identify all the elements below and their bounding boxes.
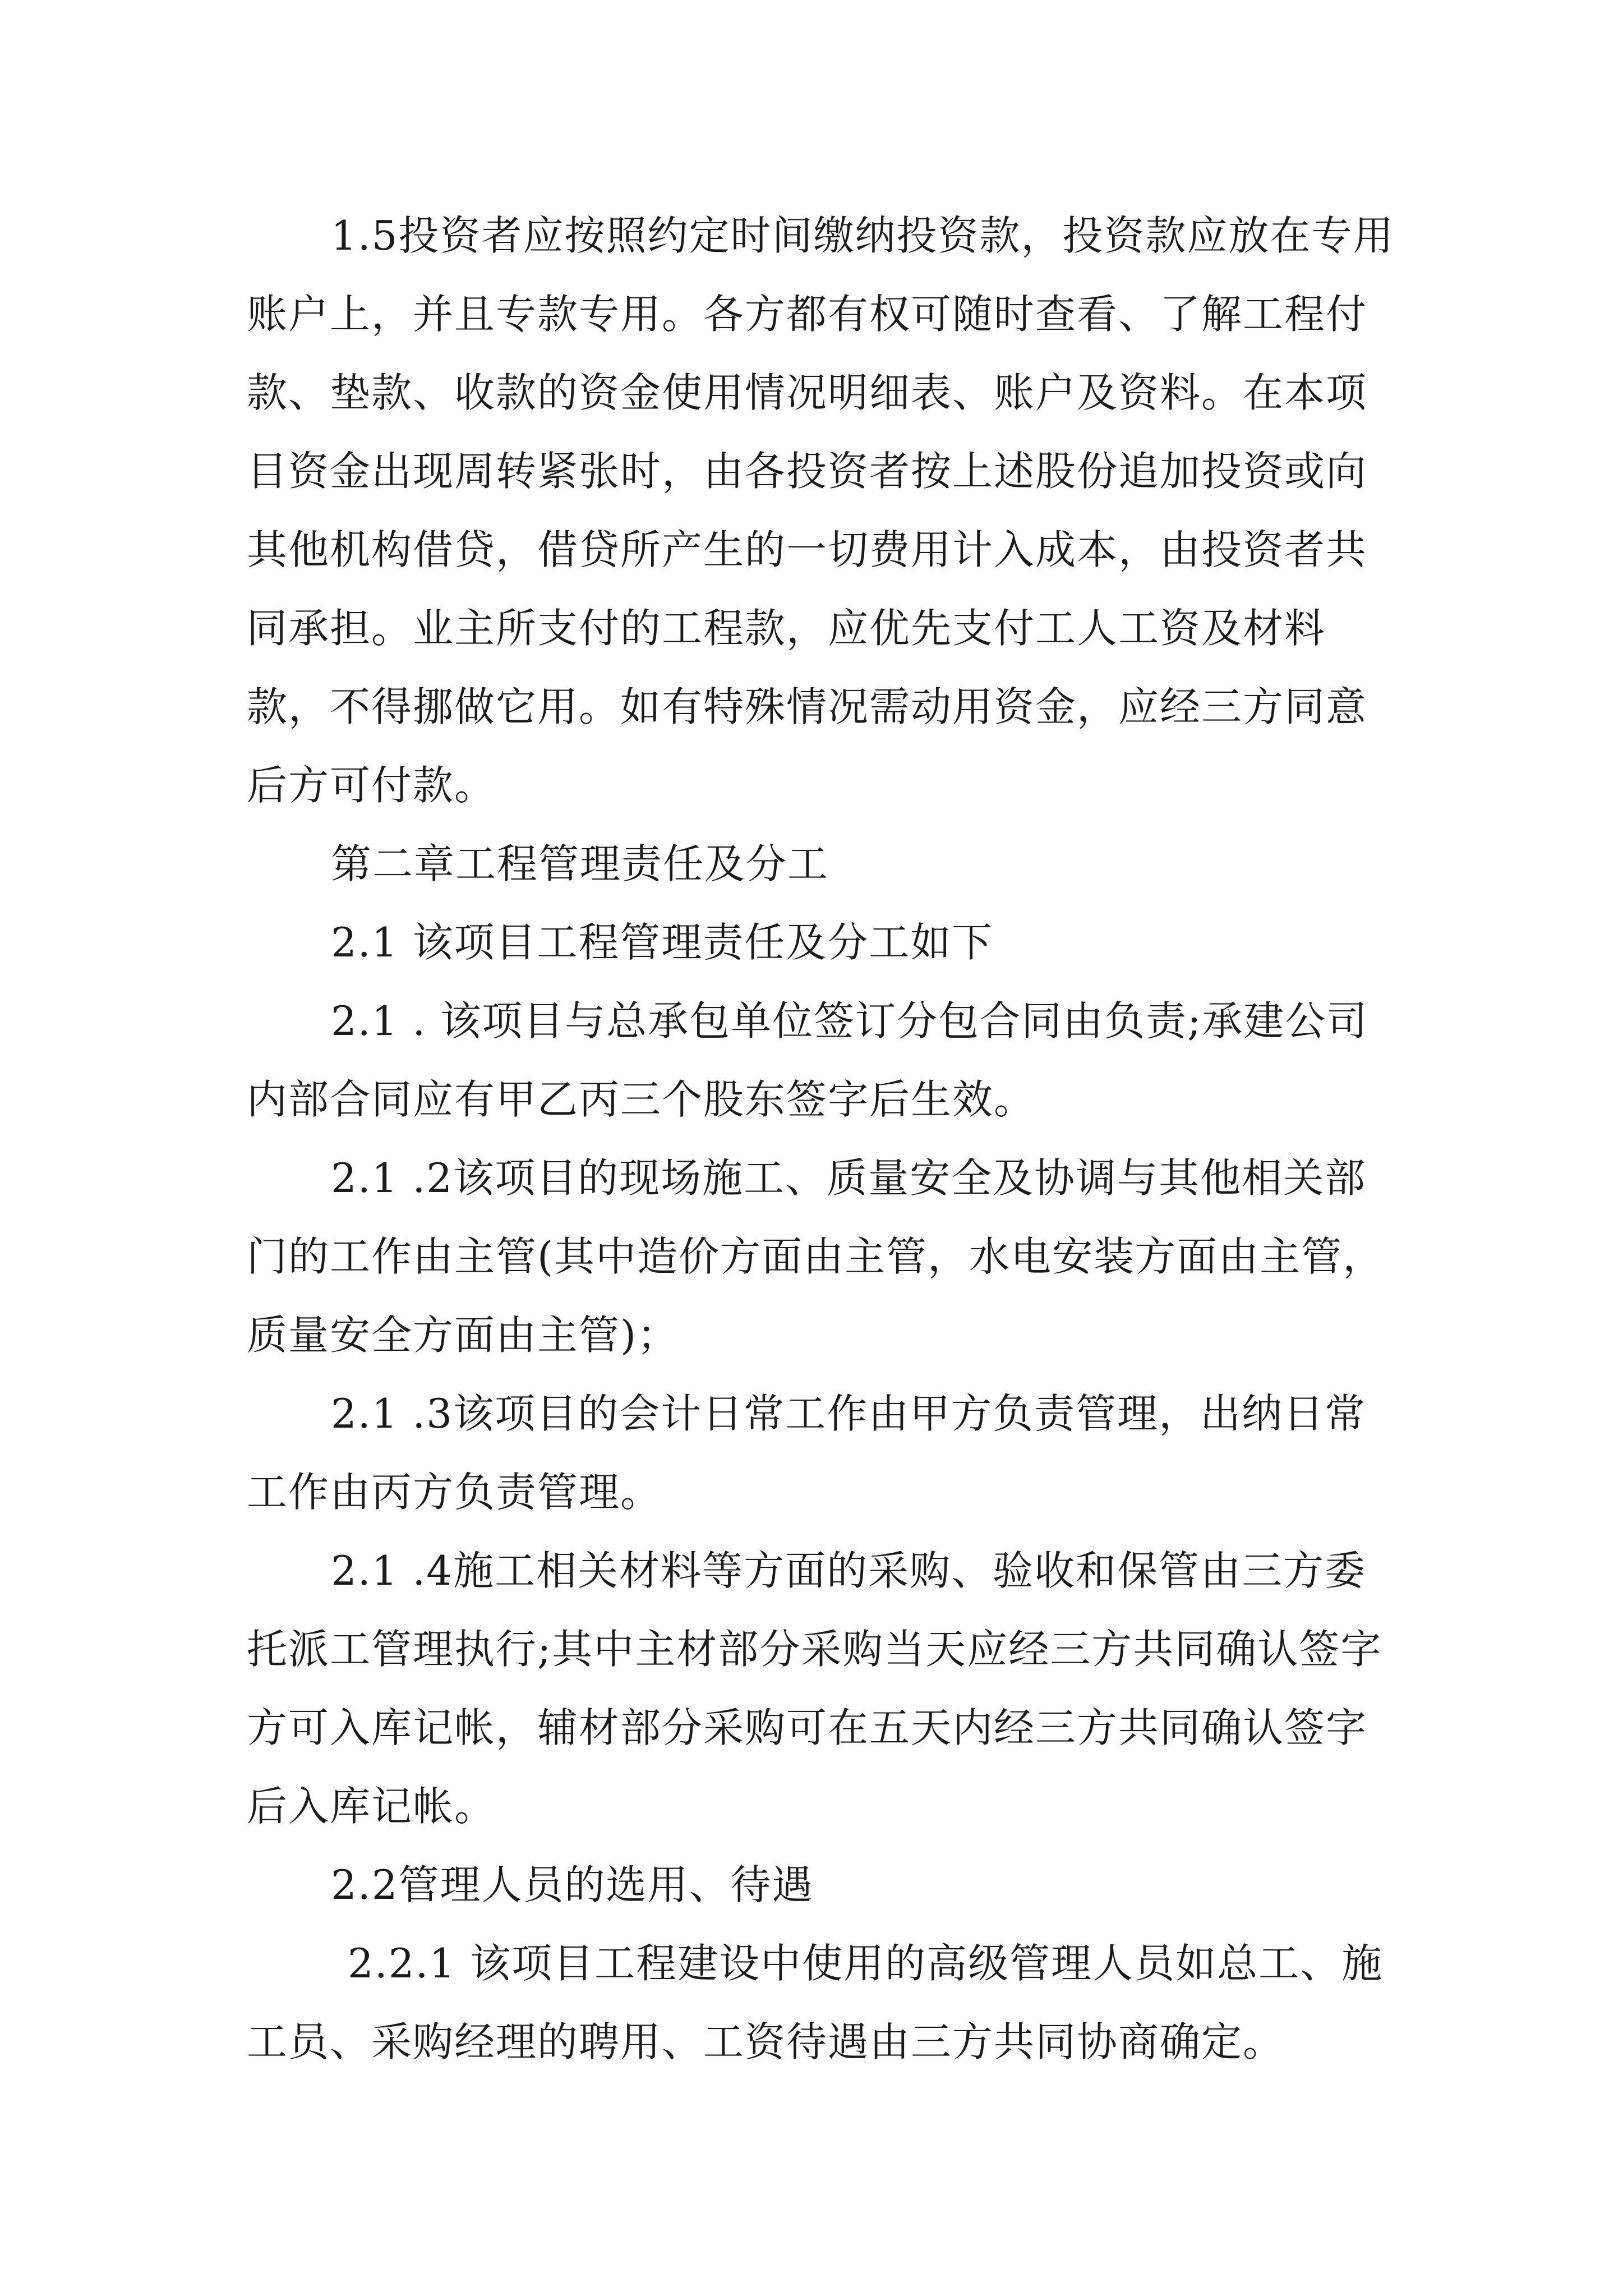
paragraph-2-2-1: 2.2.1 该项目工程建设中使用的高级管理人员如总工、施工员、采购经理的聘用、工资待遇由三方共同协商确定。 xyxy=(247,1940,1384,2065)
section-heading-2-1: 2.1 该项目工程管理责任及分工如下 xyxy=(331,919,994,966)
paragraph-investment-payment: 1.5投资者应按照约定时间缴纳投资款，投资款应放在专用账户上，并且专款专用。各方都有权可随时查看、了解工程付款、垫款、收款的资金使用情况明细表、账户及资料。在本项目资金出现周转紧张时，由各投资者按上述股份追加投资或向其他机构借贷，借贷所产生的一切费用计入成本，由投资者共同承担。业主所支付的工程款，应优先支付工人工资及材料款，不得挪做它用。如有特殊情况需动用资金，应经三方同意后方可付款。 xyxy=(247,212,1395,809)
paragraph-2-1-1: 2.1 . 该项目与总承包单位签订分包合同由负责;承建公司内部合同应有甲乙丙三个股东签字后生效。 xyxy=(247,997,1368,1123)
paragraph-2-1-2: 2.1 .2该项目的现场施工、质量安全及协调与其他相关部门的工作由主管(其中造价方面由主管，水电安装方面由主管，质量安全方面由主管)； xyxy=(247,1154,1385,1359)
section-heading-2-2: 2.2管理人员的选用、待遇 xyxy=(331,1861,814,1908)
paragraph-2-1-3: 2.1 .3该项目的会计日常工作由甲方负责管理，出纳日常工作由丙方负责管理。 xyxy=(247,1390,1367,1516)
document-body xyxy=(247,196,1408,2081)
paragraph-2-1-4: 2.1 .4施工相关材料等方面的采购、验收和保管由三方委托派工管理执行;其中主材部分采购当天应经三方共同确认签字方可入库记帐，辅材部分采购可在五天内经三方共同确认签字后入库记帐。 xyxy=(247,1547,1382,1830)
chapter-heading: 第二章工程管理责任及分工 xyxy=(331,840,829,887)
